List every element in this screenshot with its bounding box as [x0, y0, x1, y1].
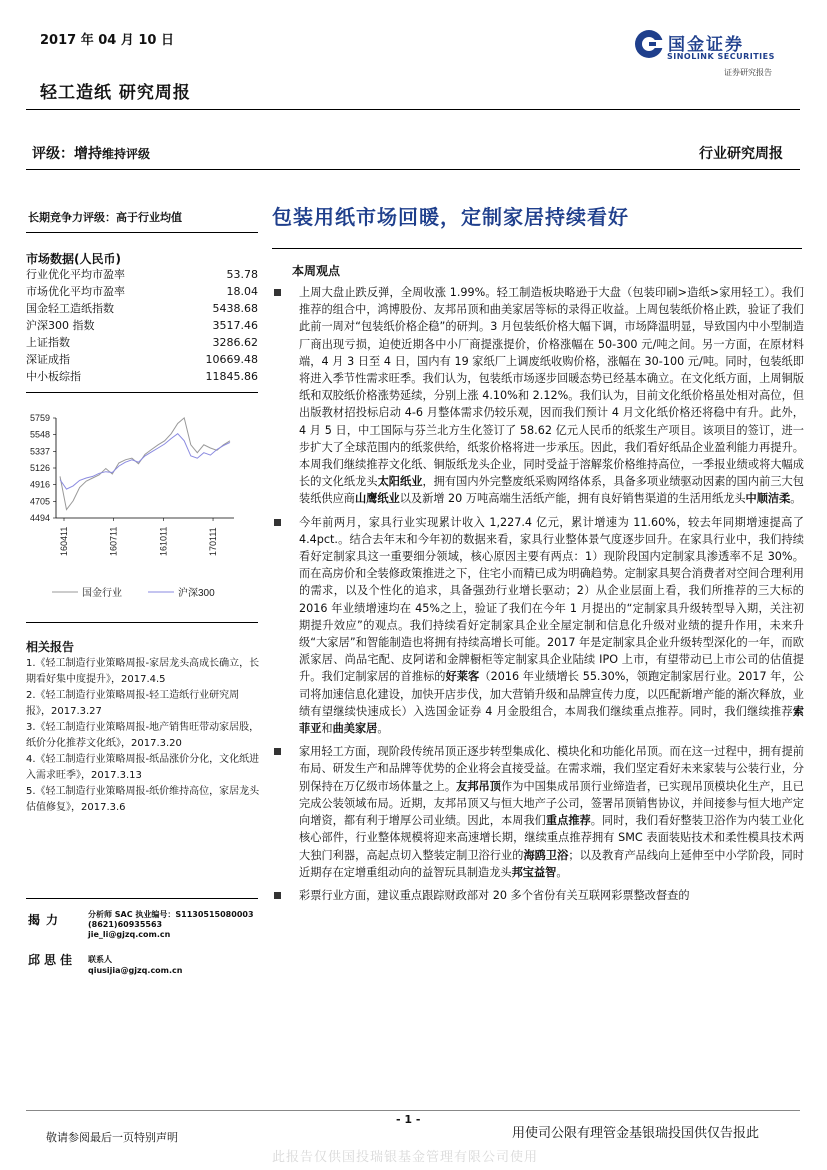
series-line-1 — [60, 434, 230, 489]
series-line-0 — [60, 418, 230, 510]
logo-subtitle: 证券研究报告 — [724, 68, 772, 77]
report-date: 2017 年 04 月 10 日 — [40, 33, 174, 48]
related-reports-title: 相关报告 — [26, 640, 75, 654]
legend-label: 国金行业 — [82, 588, 122, 599]
paragraph-light-industry: 家用轻工方面，现阶段传统吊顶正逐步转型集成化、模块化和功能化吊顶。而在这一过程中，拥有提前布局、研发生产和品牌等优势的企业将会直接受益。在需求端，我们坚定看好未来家装与公装行业，分别保持在万亿级市场体量之上。友邦吊顶作为中国集成吊顶行业缔造者，已实现吊顶模块化生产，且已完成公装领域布局。近期，友邦吊顶又与恒大地产子公司，签署吊顶销售协议，并间接参与恒大地产定向增资，都有利于增厚公司业绩。因此，本周我们重点推荐。同时，我们看好整装卫浴作为内装工业化核心部件，行业整体规模将迎来高速增长期，继续重点推荐拥有 SMC 表面装贴技术和柔性模具技术两大独门利器，高起点切入整装定制卫浴行业的海鸥卫浴；以及教育产品线向上延伸至中小学阶段，同时近期存在定增重组动向的益智玩具制造龙头邦宝益智。 — [274, 743, 804, 881]
footer-note: 用使司公限有理管金基银瑞投国供仅告报此 — [512, 1126, 760, 1141]
logo-name-cn: 国金证券 — [668, 35, 744, 55]
section-heading: 本周观点 — [292, 264, 341, 278]
x-tick-label: 170111 — [208, 527, 219, 556]
contact-name: 邱思佳 — [28, 953, 77, 967]
market-row: 上证指数 3286.62 — [26, 336, 258, 349]
sidebar-rule-1 — [26, 232, 258, 233]
paragraph-paper: 上周大盘止跌反弹，全周收涨 1.99%。轻工制造板块略逊于大盘（包装印刷>造纸>家用轻工）。我们推荐的组合中，鸿博股份、友邦吊顶和曲美家居等标的录得正收益。上周包装纸价格止跌，验证了我们此前一周对“包装纸价格企稳”的研判。3 月包装纸价格大幅下调，市场降温明显，导致国内中小型制造厂商出现亏损，迫使近期各中小厂商提涨提价，价格涨幅在 50-300 元/吨之间。另一方面，在原材料端，4 月 3 日至 4 日，国内有 19 家纸厂上调废纸收购价格，涨幅在 30-100 元/吨。同时，包装纸即将进入季节性需求旺季。我们认为，包装纸市场逐步回暖态势已经基本确立。在文化纸方面，上周铜版纸和双胶纸价格涨势延续，分别上涨 4.10%和 2.12%。我们认为，目前文化纸价格虽处相对高位，但出版教材招投标启动 4-6 月整体需求仍较乐观，因而我们预计 4 月文化纸价格还将稳中有升。此外，4 月 5 日，中工国际与芬兰北方生化签订了 58.62 亿元人民币的纸浆生产项目。该项目的签订，进一步扩大了全球范围内的纸浆供给，纸浆价格将进一步承压。因此，我们看好纸品企业盈利能力再提升。本周我们继续推荐文化纸、铜版纸龙头企业，同时受益于溶解浆价格维持高位，一季报业绩或将大幅成长的文化纸龙头太阳纸业，拥有国内外完整废纸采购网络体系，具备多项业绩驱动因素的国内前三大包装纸供应商山鹰纸业以及新增 20 万吨高端生活纸产能，拥有良好销售渠道的生活用纸龙头中顺洁柔。 — [274, 284, 804, 508]
logo-name-en: SINOLINK SECURITIES — [667, 52, 775, 61]
header-rule-top — [26, 109, 800, 110]
stock-name: 曲美家居 — [332, 722, 378, 736]
page-number: - 1 - — [396, 1113, 421, 1126]
y-tick-label: 4916 — [29, 479, 50, 490]
y-tick-label: 4494 — [29, 513, 50, 523]
related-report-item[interactable]: 1.《轻工制造行业策略周报-家居龙头高成长确立，长期看好集中度提升》，2017.4.5 — [26, 658, 260, 685]
bullet-icon — [274, 289, 281, 296]
market-row: 中小板综指 11845.86 — [26, 370, 258, 383]
headline: 包装用纸市场回暖，定制家居持续看好 — [272, 205, 629, 229]
related-report-item[interactable]: 2.《轻工制造行业策略周报-轻工造纸行业研究周报》，2017.3.27 — [26, 690, 240, 717]
related-report-item[interactable]: 5.《轻工制造行业策略周报-纸价维持高位，家居龙头估值修复》，2017.3.6 — [26, 786, 260, 813]
related-report-item[interactable]: 4.《轻工制造行业策略周报-纸品涨价分化，文化纸进入需求旺季》，2017.3.13 — [26, 754, 260, 781]
stock-name: 中顺洁柔 — [745, 492, 791, 506]
stock-name: 友邦吊顶 — [456, 779, 501, 793]
analyst-name: 揭力 — [28, 913, 65, 927]
paragraph-lottery: 彩票行业方面，建议重点跟踪财政部对 20 多个省份有关互联网彩票整改督查的 — [274, 887, 804, 904]
market-data-title: 市场数据(人民币) — [26, 252, 121, 266]
y-tick-label: 5337 — [29, 446, 50, 457]
contact-info: 联系人 qiusijia@gjzq.com.cn — [88, 955, 183, 975]
y-tick-label: 5759 — [29, 413, 50, 423]
footer-disclaimer: 敬请参阅最后一页特别声明 — [46, 1131, 178, 1144]
sidebar-rule-3 — [26, 622, 258, 623]
rating — [32, 143, 150, 163]
stock-name: 山鹰纸业 — [354, 492, 400, 506]
footer-rule — [26, 1110, 800, 1111]
stock-name: 好莱客 — [445, 670, 480, 684]
market-row: 沪深300 指数 3517.46 — [26, 319, 258, 332]
main-body — [274, 284, 804, 904]
y-tick-label: 4705 — [29, 496, 50, 507]
rating-label: 评级： — [32, 146, 74, 162]
market-row: 深证成指 10669.48 — [26, 353, 258, 366]
bullet-icon — [274, 892, 281, 899]
market-row: 行业优化平均市盈率 53.78 — [26, 268, 258, 281]
sidebar-rule-2 — [26, 392, 258, 393]
y-tick-label: 5548 — [29, 429, 50, 440]
stock-name: 索菲亚 — [299, 704, 804, 736]
bullet-icon — [274, 748, 281, 755]
stock-name: 重点推荐 — [545, 814, 591, 828]
header-rule-bottom — [26, 169, 800, 170]
market-row: 国金轻工造纸指数 5438.68 — [26, 302, 258, 315]
rating-sub: 维持评级 — [102, 147, 151, 161]
stock-name: 太阳纸业 — [377, 475, 423, 489]
related-reports-list — [26, 656, 264, 816]
analyst-contact: 分析师 SAC 执业编号：S1130515080003 (8621)60935563 jie_li@gjzq.com.cn — [88, 910, 254, 939]
sidebar-rule-4 — [26, 898, 258, 899]
report-type: 行业研究周报 — [699, 146, 783, 162]
watermark: 此报告仅供国投瑞银基金管理有限公司使用 — [272, 1150, 539, 1165]
index-chart — [22, 408, 260, 608]
market-data-table — [26, 266, 258, 385]
bullet-icon — [274, 519, 281, 526]
market-row: 市场优化平均市盈率 18.04 — [26, 285, 258, 298]
x-tick-label: 160411 — [59, 526, 69, 556]
longterm-rating: 长期竞争力评级：高于行业均值 — [28, 211, 182, 224]
paragraph-furniture: 今年前两月，家具行业实现累计收入 1,227.4 亿元，累计增速为 11.60%，较去年同期增速提高了 4.4pct.。结合去年末和今年初的数据来看，家具行业整体景气度逐步回升。在家具行业中，我们持续看好定制家具这一重要细分领域，核心原因主要有两点：1）现阶段国内定制家具渗透率不足 30%。而在高房价和全装修政策推进之下，住宅小而精已成为明确趋势。定制家具契合消费者对空间合理利用的需求，以及个性化的追求，具备强劲行业增长驱动；2）从企业层面上看，我们所推荐的三大标的 2016 年业绩增速均在 45%之上，验证了我们在今年 1 月提出的“定制家具升级转型导入期，关注初期提升效应”的观点。我们持续看好定制家具企业全屋定制和信息化升级对业绩的提升作用，未来升级“大家居”和智能制造也将拥有持续高增长可能。2017 年是定制家具企业升级转型深化的一年，而欧派家居、尚品宅配、皮阿诺和金牌橱柜等定制家具企业陆续 IPO 上市，有望带动已上市公司的估值提升。我们定制家居的首推标的好莱客（2016 年业绩增长 55.30%，领跑定制家居行业。2017 年，公司将加速信息化建设，加快开店步伐，加大营销升级和品牌宣传力度，以匹配新增产能的渐次释放，业绩有望继续快速成长）入选国金证券 4 月金股组合，本周我们继续重点推荐。同时，我们继续推荐索菲亚和曲美家居。 — [274, 514, 804, 738]
related-report-item[interactable]: 3.《轻工制造行业策略周报-地产销售旺带动家居股，纸价分化推荐文化纸》，2017.3.20 — [26, 722, 260, 749]
x-tick-label: 160711 — [108, 526, 119, 556]
stock-name: 邦宝益智 — [511, 865, 557, 879]
report-title: 轻工造纸 研究周报 — [40, 83, 191, 103]
rating-value: 增持 — [74, 146, 102, 162]
legend-label: 沪深300 — [178, 588, 215, 599]
main-rule — [272, 248, 802, 249]
stock-name: 海鸥卫浴 — [523, 848, 569, 862]
y-tick-label: 5126 — [29, 463, 50, 473]
x-tick-label: 161011 — [158, 526, 169, 556]
